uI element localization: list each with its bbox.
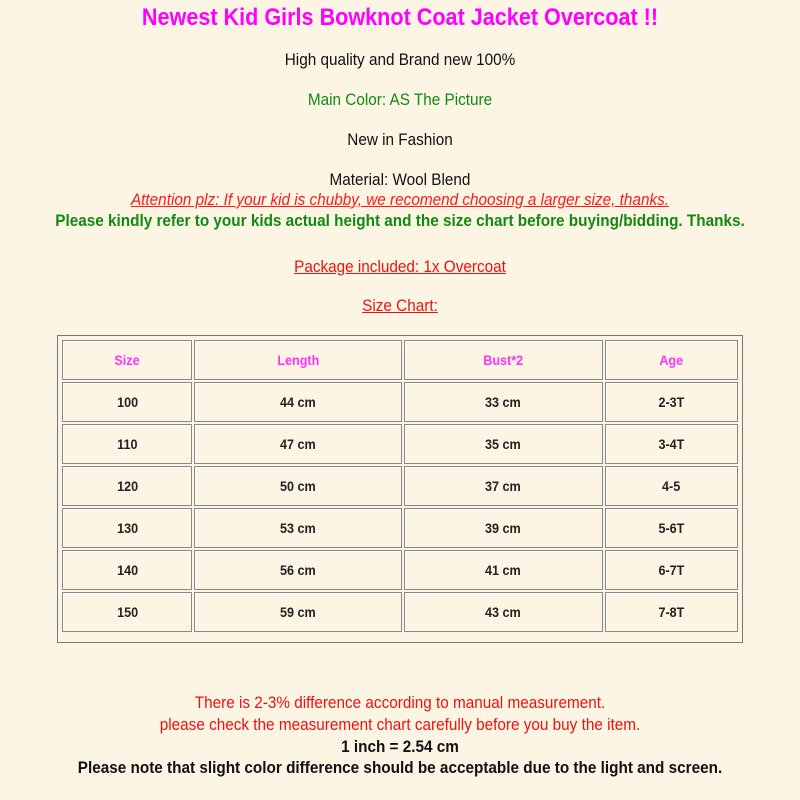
- cell-length: 59 cm: [194, 592, 402, 632]
- check-chart-note: please check the measurement chart carefully before you buy the item.: [159, 715, 641, 734]
- cell-bust: 43 cm: [404, 592, 603, 632]
- size-chart-table: [60, 338, 740, 634]
- cell-age: 6-7T: [605, 550, 738, 590]
- table-header-row: [62, 340, 738, 380]
- cell-length: 47 cm: [194, 424, 402, 464]
- header-cell-length: Length: [194, 340, 402, 380]
- cell-size: 130: [62, 508, 192, 548]
- refer-size-note: Please kindly refer to your kids actual height and the size chart before buying/bidding. Thanks.: [55, 211, 745, 230]
- cell-age: 5-6T: [605, 508, 738, 548]
- header-cell-bust: Bust*2: [404, 340, 603, 380]
- table-row: [62, 550, 738, 590]
- cell-bust: 39 cm: [404, 508, 603, 548]
- cell-length: 44 cm: [194, 382, 402, 422]
- cell-size: 100: [62, 382, 192, 422]
- size-chart-table-frame: [57, 335, 743, 643]
- fashion-line: New in Fashion: [347, 130, 453, 149]
- cell-bust: 33 cm: [404, 382, 603, 422]
- cell-age: 2-3T: [605, 382, 738, 422]
- cell-bust: 41 cm: [404, 550, 603, 590]
- cell-size: 140: [62, 550, 192, 590]
- cell-length: 53 cm: [194, 508, 402, 548]
- color-difference-note: Please note that slight color difference should be acceptable due to the light and screen.: [77, 758, 723, 777]
- cell-size: 110: [62, 424, 192, 464]
- cell-bust: 37 cm: [404, 466, 603, 506]
- cell-age: 4-5: [605, 466, 738, 506]
- attention-note: Attention plz: If your kid is chubby, we recomend choosing a larger size, thanks.: [130, 190, 670, 209]
- table-row: [62, 592, 738, 632]
- cell-age: 7-8T: [605, 592, 738, 632]
- cell-size: 150: [62, 592, 192, 632]
- header-cell-age: Age: [605, 340, 738, 380]
- cell-length: 56 cm: [194, 550, 402, 590]
- main-color-line: Main Color: AS The Picture: [307, 90, 493, 109]
- cell-bust: 35 cm: [404, 424, 603, 464]
- header-cell-size: Size: [62, 340, 192, 380]
- inch-conversion: 1 inch = 2.54 cm: [341, 737, 459, 756]
- cell-size: 120: [62, 466, 192, 506]
- table-row: [62, 424, 738, 464]
- cell-age: 3-4T: [605, 424, 738, 464]
- table-row: [62, 508, 738, 548]
- quality-line: High quality and Brand new 100%: [284, 50, 516, 69]
- cell-length: 50 cm: [194, 466, 402, 506]
- material-line: Material: Wool Blend: [329, 170, 471, 189]
- package-included: Package included: 1x Overcoat: [294, 257, 506, 276]
- table-row: [62, 382, 738, 422]
- measurement-difference-note: There is 2-3% difference according to manual measurement.: [194, 693, 606, 712]
- product-title: Newest Kid Girls Bowknot Coat Jacket Overcoat !!: [141, 4, 659, 31]
- size-chart-heading: Size Chart:: [362, 296, 438, 315]
- table-row: [62, 466, 738, 506]
